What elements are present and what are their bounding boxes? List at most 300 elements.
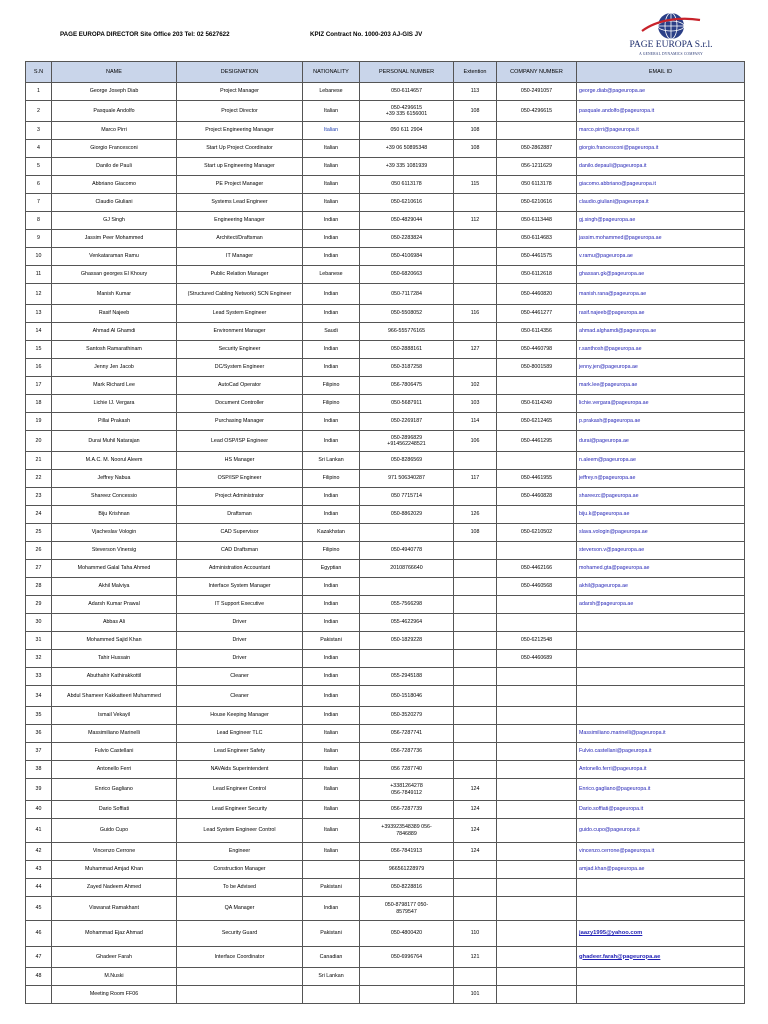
row-extension (454, 194, 497, 212)
row-email[interactable]: ahmad.alghamdi@pageuropa.ae (577, 323, 745, 341)
row-name: Fulvio Castellani (52, 743, 177, 761)
row-sn: 40 (26, 801, 52, 819)
table-header-row (26, 62, 745, 83)
row-personal-number: 050-5508052 (360, 305, 454, 323)
row-sn: 38 (26, 761, 52, 779)
row-personal-number: 971 506340287 (360, 470, 454, 488)
row-company-number: 050-2862887 (497, 140, 577, 158)
row-extension (454, 560, 497, 578)
row-sn: 11 (26, 266, 52, 284)
row-designation: CAD Supervisor (177, 524, 303, 542)
row-personal-number: 050-8798177 050- 8579547 (360, 897, 454, 921)
row-designation: PE Project Manager (177, 176, 303, 194)
row-company-number: 050-6114683 (497, 230, 577, 248)
row-designation: Construction Manager (177, 861, 303, 879)
row-email[interactable]: biju.k@pageuropa.ae (577, 506, 745, 524)
row-company-number (497, 897, 577, 921)
table-row (26, 140, 745, 158)
table-row (26, 248, 745, 266)
row-sn: 45 (26, 897, 52, 921)
row-designation: Engineer (177, 843, 303, 861)
row-extension (454, 230, 497, 248)
row-company-number: 050-4460828 (497, 488, 577, 506)
row-designation: IT Manager (177, 248, 303, 266)
table-row (26, 122, 745, 140)
row-sn: 24 (26, 506, 52, 524)
row-personal-number: 050-8228816 (360, 879, 454, 897)
row-company-number (497, 761, 577, 779)
row-email[interactable]: claudio.giuliani@pageuropa.it (577, 194, 745, 212)
row-name: Abdul Shameer Kakkatteeri Muhammed (52, 686, 177, 707)
row-name: Biju Krishnan (52, 506, 177, 524)
row-name: Giorgio Francesconi (52, 140, 177, 158)
row-name: Venkataraman Ramu (52, 248, 177, 266)
table-row (26, 632, 745, 650)
row-designation: Security Guard (177, 921, 303, 947)
row-designation: CAD Draftsman (177, 542, 303, 560)
row-designation: Driver (177, 632, 303, 650)
table-row (26, 413, 745, 431)
row-name: Adarsh Kumar Prawal (52, 596, 177, 614)
row-personal-number: 056-7806475 (360, 377, 454, 395)
row-personal-number: 050-7117284 (360, 284, 454, 305)
row-email[interactable]: george.diab@pageuropa.ae (577, 83, 745, 101)
table-row (26, 686, 745, 707)
row-designation: (Structured Cabling Network) SCN Engineer (177, 284, 303, 305)
table-row (26, 488, 745, 506)
page-header (0, 0, 768, 62)
row-nationality: Italian (303, 801, 360, 819)
row-nationality: Italian (303, 101, 360, 122)
row-personal-number (360, 578, 454, 596)
column-header-company-number: COMPANY NUMBER (497, 62, 577, 83)
row-name: Jassim Peer Mohammed (52, 230, 177, 248)
row-email[interactable]: p.prakash@pageuropa.ae (577, 413, 745, 431)
row-nationality: Pakistani (303, 879, 360, 897)
table-row (26, 986, 745, 1004)
table-row (26, 158, 745, 176)
table-row (26, 779, 745, 801)
row-company-number: 050-4460689 (497, 650, 577, 668)
row-personal-number: 050-5687911 (360, 395, 454, 413)
table-row (26, 230, 745, 248)
row-designation: Lead System Engineer Control (177, 819, 303, 843)
row-designation: Project Manager (177, 83, 303, 101)
row-sn: 29 (26, 596, 52, 614)
row-personal-number: 050-8286569 (360, 452, 454, 470)
row-nationality: Italian (303, 158, 360, 176)
column-header-sn: S.N (26, 62, 52, 83)
row-designation: IT Support Executive (177, 596, 303, 614)
row-name: Shareez Concessio (52, 488, 177, 506)
row-company-number: 050-4460798 (497, 341, 577, 359)
table-row (26, 819, 745, 843)
row-name: George Joseph Diab (52, 83, 177, 101)
row-name: Ghadeer Farah (52, 947, 177, 968)
row-sn: 39 (26, 779, 52, 801)
row-email (577, 879, 745, 897)
row-personal-number: 050-6996764 (360, 947, 454, 968)
row-name: Dario Soffiati (52, 801, 177, 819)
row-email[interactable]: ghadeer.farah@pageuropa.ae (577, 947, 745, 968)
row-designation: Lead System Engineer (177, 305, 303, 323)
table-row (26, 323, 745, 341)
row-company-number (497, 686, 577, 707)
row-nationality: Sri Lankan (303, 968, 360, 986)
row-email (577, 707, 745, 725)
row-email[interactable]: n.aleem@pageuropa.ae (577, 452, 745, 470)
row-email[interactable]: Dario.soffiati@pageuropa.it (577, 801, 745, 819)
row-name: Abbas Ali (52, 614, 177, 632)
globe-logo-icon (640, 11, 702, 41)
row-sn: 8 (26, 212, 52, 230)
row-name: Pillai Prakash (52, 413, 177, 431)
row-email[interactable]: gj.singh@pageuropa.ae (577, 212, 745, 230)
row-company-number (497, 377, 577, 395)
row-email[interactable]: pasquale.andolfo@pageuropa.it (577, 101, 745, 122)
row-email[interactable]: giorgio.francesconi@pageuropa.it (577, 140, 745, 158)
table-row (26, 578, 745, 596)
row-company-number: 050-4461955 (497, 470, 577, 488)
row-company-number (497, 743, 577, 761)
row-personal-number: 050-2896829 +914562248521 (360, 431, 454, 452)
row-extension (454, 596, 497, 614)
row-email (577, 650, 745, 668)
row-personal-number: 050-1518046 (360, 686, 454, 707)
row-extension: 114 (454, 413, 497, 431)
row-nationality: Indian (303, 431, 360, 452)
table-row (26, 761, 745, 779)
row-company-number (497, 122, 577, 140)
row-email[interactable]: mohamed.gta@pageuropa.ae (577, 560, 745, 578)
table-row (26, 801, 745, 819)
row-company-number: 050-6212465 (497, 413, 577, 431)
row-extension: 121 (454, 947, 497, 968)
table-row (26, 101, 745, 122)
row-name: Claudio Giuliani (52, 194, 177, 212)
row-email[interactable]: jenny.jen@pageuropa.ae (577, 359, 745, 377)
row-extension: 124 (454, 843, 497, 861)
row-personal-number: 20108766640 (360, 560, 454, 578)
row-extension (454, 743, 497, 761)
row-email[interactable]: vincenzo.cerrone@pageuropa.it (577, 843, 745, 861)
table-row (26, 879, 745, 897)
row-name: Antonello Ferri (52, 761, 177, 779)
row-email[interactable]: mark.lee@pageuropa.ae (577, 377, 745, 395)
row-sn: 10 (26, 248, 52, 266)
row-sn: 37 (26, 743, 52, 761)
row-email[interactable]: Enrico.gagliano@pageuropa.it (577, 779, 745, 801)
row-sn: 12 (26, 284, 52, 305)
row-email[interactable]: Fulvio.castellani@pageuropa.it (577, 743, 745, 761)
staff-rows (26, 83, 745, 1004)
row-extension: 108 (454, 524, 497, 542)
row-personal-number (360, 650, 454, 668)
row-nationality: Italian (303, 725, 360, 743)
row-designation: Driver (177, 650, 303, 668)
row-nationality: Indian (303, 650, 360, 668)
row-designation: Document Controller (177, 395, 303, 413)
row-nationality: Sri Lankan (303, 452, 360, 470)
table-row (26, 947, 745, 968)
row-sn: 26 (26, 542, 52, 560)
row-name: Massimiliano Marinelli (52, 725, 177, 743)
row-name: Ahmad Al Ghamdi (52, 323, 177, 341)
row-email[interactable]: jeffrey.n@pageuropa.ae (577, 470, 745, 488)
row-nationality: Saudi (303, 323, 360, 341)
row-extension: 115 (454, 176, 497, 194)
row-extension (454, 578, 497, 596)
row-extension (454, 707, 497, 725)
row-email[interactable]: adarsh@pageuropa.ae (577, 596, 745, 614)
row-email[interactable]: slava.vologin@pageuropa.ae (577, 524, 745, 542)
table-row (26, 921, 745, 947)
column-header-personal-number: PERSONAL NUMBER (360, 62, 454, 83)
row-sn: 4 (26, 140, 52, 158)
row-nationality: Indian (303, 341, 360, 359)
row-personal-number: 050-8862029 (360, 506, 454, 524)
row-extension: 110 (454, 921, 497, 947)
row-designation: Start Up Project Coordinator (177, 140, 303, 158)
table-row (26, 614, 745, 632)
row-name: Guido Cupo (52, 819, 177, 843)
logo-tagline: A GENERAL DYNAMICS COMPANY (639, 52, 703, 56)
row-designation: Project Administrator (177, 488, 303, 506)
row-email[interactable]: danilo.depauli@pageuropa.it (577, 158, 745, 176)
row-personal-number: 056-7287741 (360, 725, 454, 743)
row-designation: Lead Engineer Control (177, 779, 303, 801)
row-nationality: Indian (303, 359, 360, 377)
row-email (577, 614, 745, 632)
row-sn: 43 (26, 861, 52, 879)
row-sn: 6 (26, 176, 52, 194)
row-personal-number (360, 968, 454, 986)
table-row (26, 560, 745, 578)
row-email (577, 686, 745, 707)
row-nationality: Canadian (303, 947, 360, 968)
row-personal-number: 050-4940778 (360, 542, 454, 560)
row-sn: 5 (26, 158, 52, 176)
row-email (577, 897, 745, 921)
row-extension (454, 725, 497, 743)
row-designation: Security Engineer (177, 341, 303, 359)
row-company-number (497, 843, 577, 861)
table-row (26, 284, 745, 305)
row-sn: 27 (26, 560, 52, 578)
row-company-number (497, 879, 577, 897)
table-row (26, 212, 745, 230)
row-email[interactable]: Massimiliano.marinelli@pageuropa.it (577, 725, 745, 743)
row-designation: Purchasing Manager (177, 413, 303, 431)
row-sn: 32 (26, 650, 52, 668)
row-email[interactable]: durai@pageuropa.ae (577, 431, 745, 452)
row-company-number (497, 779, 577, 801)
row-designation: Project Director (177, 101, 303, 122)
row-designation: Interface System Manager (177, 578, 303, 596)
row-sn: 17 (26, 377, 52, 395)
row-nationality: Indian (303, 488, 360, 506)
table-row (26, 305, 745, 323)
row-company-number (497, 596, 577, 614)
row-company-number (497, 819, 577, 843)
row-company-number: 050 6113178 (497, 176, 577, 194)
row-personal-number: 055-4622964 (360, 614, 454, 632)
table-row (26, 194, 745, 212)
row-nationality: Filipino (303, 377, 360, 395)
row-name: Danilo de Pauli (52, 158, 177, 176)
row-designation: HS Manager (177, 452, 303, 470)
row-designation: AutoCad Operator (177, 377, 303, 395)
row-sn (26, 986, 52, 1004)
staff-contact-table (25, 61, 745, 1004)
row-name: Jeffrey Nabua (52, 470, 177, 488)
row-sn: 16 (26, 359, 52, 377)
row-company-number (497, 542, 577, 560)
row-extension (454, 614, 497, 632)
row-nationality: Lebanese (303, 83, 360, 101)
row-company-number: 050-6210502 (497, 524, 577, 542)
row-email (577, 986, 745, 1004)
row-sn: 34 (26, 686, 52, 707)
row-company-number: 050-2491057 (497, 83, 577, 101)
row-extension: 116 (454, 305, 497, 323)
row-company-number: 056-1211629 (497, 158, 577, 176)
row-company-number (497, 725, 577, 743)
row-name: M.Nuski (52, 968, 177, 986)
row-extension (454, 359, 497, 377)
row-extension: 108 (454, 122, 497, 140)
row-designation: Environment Manager (177, 323, 303, 341)
row-sn: 1 (26, 83, 52, 101)
row-nationality: Filipino (303, 395, 360, 413)
row-email[interactable]: ghassan.gk@pageuropa.ae (577, 266, 745, 284)
row-designation: Engineering Manager (177, 212, 303, 230)
row-personal-number: 056-7287736 (360, 743, 454, 761)
row-extension (454, 452, 497, 470)
row-email[interactable]: Antonello.ferri@pageuropa.it (577, 761, 745, 779)
row-designation: Architect/Draftsman (177, 230, 303, 248)
row-extension: 102 (454, 377, 497, 395)
row-name: Ghassan georges El Khoury (52, 266, 177, 284)
row-designation: Project Engineering Manager (177, 122, 303, 140)
row-email[interactable]: shareezc@pageuropa.ae (577, 488, 745, 506)
row-extension: 126 (454, 506, 497, 524)
row-email[interactable]: manish.rana@pageuropa.ae (577, 284, 745, 305)
row-email[interactable]: giacomo.abbriano@pageuropa.it (577, 176, 745, 194)
row-name: Vjacheslav Vologin (52, 524, 177, 542)
row-designation: Lead Engineer Safety (177, 743, 303, 761)
table-row (26, 743, 745, 761)
row-company-number: 050-4461575 (497, 248, 577, 266)
row-name: Muhammad Amjad Khan (52, 861, 177, 879)
column-header-extension: Extention (454, 62, 497, 83)
row-email[interactable]: jassim.mohammed@pageuropa.ae (577, 230, 745, 248)
row-nationality: Indian (303, 668, 360, 686)
row-name: Abuthahir Kathirakkottil (52, 668, 177, 686)
row-designation: QA Manager (177, 897, 303, 921)
row-sn: 22 (26, 470, 52, 488)
row-company-number (497, 506, 577, 524)
row-personal-number: 055-7566298 (360, 596, 454, 614)
row-nationality: Italian (303, 122, 360, 140)
row-name: Marco Pirri (52, 122, 177, 140)
row-sn: 41 (26, 819, 52, 843)
row-nationality: Pakistani (303, 632, 360, 650)
row-name: Lichie IJ. Vergara (52, 395, 177, 413)
row-name: Pasquale Andolfo (52, 101, 177, 122)
row-email[interactable]: guido.cupo@pageuropa.it (577, 819, 745, 843)
row-email[interactable]: jaazy1995@yahoo.com (577, 921, 745, 947)
row-sn: 35 (26, 707, 52, 725)
row-company-number: 050-6212548 (497, 632, 577, 650)
row-email[interactable]: amjad.khan@pageuropa.ae (577, 861, 745, 879)
table-row (26, 843, 745, 861)
row-sn: 33 (26, 668, 52, 686)
row-extension (454, 897, 497, 921)
row-email[interactable]: lichie.vergara@pageuropa.ae (577, 395, 745, 413)
row-nationality: Indian (303, 284, 360, 305)
row-personal-number: 050 7715714 (360, 488, 454, 506)
row-email[interactable]: rasif.najeeb@pageuropa.ae (577, 305, 745, 323)
row-name: Ismail Vekayil (52, 707, 177, 725)
row-company-number: 050-4460820 (497, 284, 577, 305)
row-email[interactable]: r.santhosh@pageuropa.ae (577, 341, 745, 359)
row-extension (454, 761, 497, 779)
row-name: Zayed Nadeem Ahmed (52, 879, 177, 897)
row-sn: 28 (26, 578, 52, 596)
table-row (26, 176, 745, 194)
row-email[interactable]: steverson.v@pageuropa.ae (577, 542, 745, 560)
row-extension: 103 (454, 395, 497, 413)
row-personal-number: +39 335 1081939 (360, 158, 454, 176)
table-row (26, 83, 745, 101)
row-personal-number: +393923548389 056- 7846889 (360, 819, 454, 843)
row-designation: Systems Lead Engineer (177, 194, 303, 212)
row-company-number (497, 921, 577, 947)
table-row (26, 377, 745, 395)
row-nationality: Pakistani (303, 921, 360, 947)
row-extension (454, 248, 497, 266)
row-designation: To be Advised (177, 879, 303, 897)
row-email[interactable]: marco.pirri@pageuropa.it (577, 122, 745, 140)
table-row (26, 650, 745, 668)
row-sn: 47 (26, 947, 52, 968)
row-sn: 25 (26, 524, 52, 542)
row-nationality (303, 986, 360, 1004)
contract-number-line: KPIZ Contract No. 1000-203 AJ-GIS JV (310, 31, 423, 38)
row-nationality: Kazakhstan (303, 524, 360, 542)
row-name: Abbriano Giacomo (52, 176, 177, 194)
row-sn: 9 (26, 230, 52, 248)
row-extension: 124 (454, 779, 497, 801)
row-extension (454, 488, 497, 506)
row-extension: 101 (454, 986, 497, 1004)
row-personal-number: 050-4106984 (360, 248, 454, 266)
row-personal-number: +3381264278 056-7849112 (360, 779, 454, 801)
row-extension: 124 (454, 801, 497, 819)
row-sn: 15 (26, 341, 52, 359)
row-designation: Public Relation Manager (177, 266, 303, 284)
row-email[interactable]: v.ramu@pageuropa.ae (577, 248, 745, 266)
row-nationality: Indian (303, 614, 360, 632)
row-email[interactable]: akhil@pageuropa.ae (577, 578, 745, 596)
row-nationality: Italian (303, 761, 360, 779)
row-extension: 117 (454, 470, 497, 488)
row-personal-number: 050 6113178 (360, 176, 454, 194)
row-nationality: Italian (303, 140, 360, 158)
row-sn: 46 (26, 921, 52, 947)
row-personal-number: 050-3520279 (360, 707, 454, 725)
